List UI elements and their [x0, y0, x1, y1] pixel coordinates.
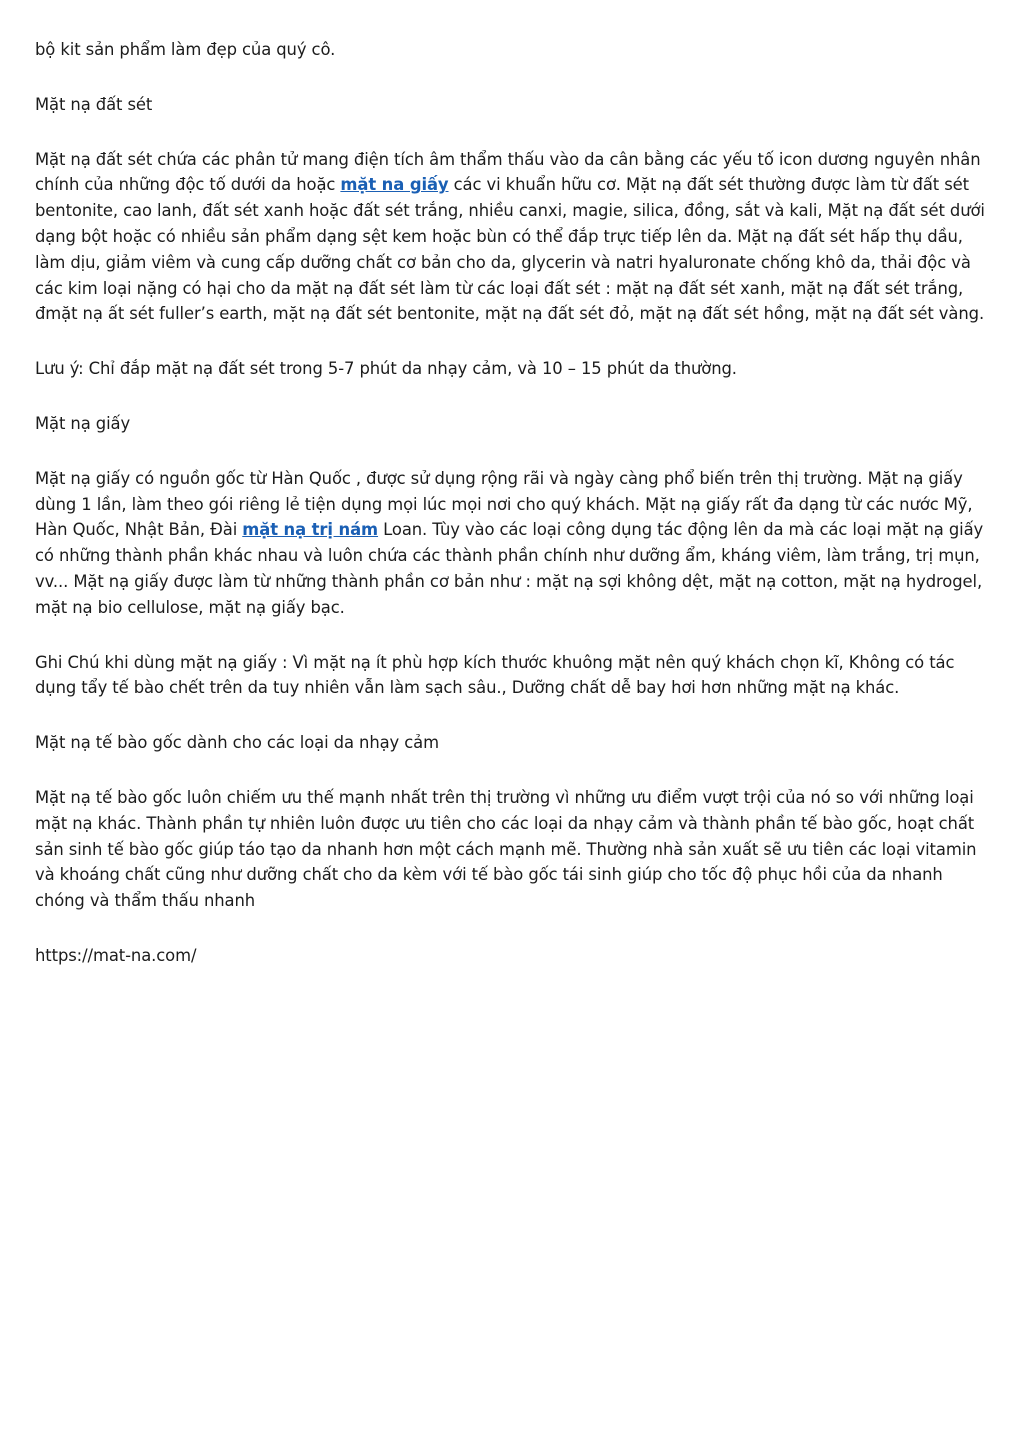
clay-mask-note: Lưu ý: Chỉ đắp mặt nạ đất sét trong 5-7 phút da nhạy cảm, và 10 – 15 phút da thường. — [35, 359, 737, 379]
heading-paper-mask: Mặt nạ giấy — [35, 413, 131, 433]
clay-text-after: các vi khuẩn hữu cơ. Mặt nạ đất sét thường được làm từ đất sét bentonite, cao lanh, đất sét xanh hoặc đất sét trắng, nhiều canxi, magie, silica, đồng, sắt và kali, Mặt nạ đất sét dưới dạng bột hoặc có nhiều sản phẩm dạng sệt kem hoặc bùn có thể đắp trực tiếp lên da. Mặt nạ đất sét hấp thụ dầu, làm dịu, giảm viêm và cung cấp dưỡng chất cơ bản cho da, glycerin và natri hyaluronate chống khô da, thải độc và các kim loại nặng có hại cho da mặt nạ đất sét làm từ các loại đất sét : mặt nạ đất sét xanh, mặt nạ đất sét trắng, đmặt nạ ất sét fuller’s earth, mặt nạ đất sét bentonite, mặt nạ đất sét đỏ, mặt nạ đất sét hồng, mặt nạ đất sét vàng. — [35, 175, 985, 324]
paper-text-before: Mặt nạ giấy có nguồn gốc từ Hàn Quốc , được sử dụng rộng rãi và ngày càng phổ biến trên thị trường. Mặt nạ giấy dùng 1 lần, làm theo gói riêng lẻ tiện dụng mọi lúc mọi nơi cho quý khách. Mặt nạ giấy rất đa dạng từ các nước Mỹ, Hàn Quốc, Nhật Bản, Đài — [35, 468, 973, 540]
document-page — [35, 37, 995, 998]
heading-stem-cell-mask: Mặt nạ tế bào gốc dành cho các loại da nhạy cảm — [35, 733, 439, 753]
stem-cell-mask-paragraph: Mặt nạ tế bào gốc luôn chiếm ưu thế mạnh nhất trên thị trường vì những ưu điểm vượt trội của nó so với những loại mặt nạ khác. Thành phần tự nhiên luôn được ưu tiên cho các loại da nhạy cảm và thành phần tế bào gốc, hoạt chất sản sinh tế bào gốc giúp táo tạo da nhanh hơn một cách mạnh mẽ. Thường nhà sản xuất sẽ ưu tiên các loại vitamin và khoáng chất cũng như dưỡng chất cho da kèm với tế bào gốc tái sinh giúp cho tốc độ phục hồi của da nhanh chóng và thẩm thấu nhanh — [35, 787, 977, 911]
clay-mask-paragraph — [35, 147, 995, 328]
paper-text-after: Loan. Tùy vào các loại công dụng tác động lên da mà các loại mặt nạ giấy có những thành phần khác nhau và luôn chứa các thành phần chính như dưỡng ẩm, kháng viêm, làm trắng, trị mụn, vv... Mặt nạ giấy được làm từ những thành phần cơ bản như : mặt nạ sợi không dệt, mặt nạ cotton, mặt nạ hydrogel, mặt nạ bio cellulose, mặt nạ giấy bạc. — [35, 520, 984, 617]
paper-mask-link[interactable]: mặt na giấy — [340, 175, 449, 195]
heading-clay-mask: Mặt nạ đất sét — [35, 94, 153, 114]
paper-mask-note: Ghi Chú khi dùng mặt nạ giấy : Vì mặt nạ ít phù hợp kích thước khuông mặt nên quý khách chọn kĩ, Không có tác dụng tẩy tế bào chết trên da tuy nhiên vẫn làm sạch sâu., Dưỡng chất dễ bay hơi hơn những mặt nạ khác. — [35, 652, 955, 698]
clay-text-before: Mặt nạ đất sét chứa các phân tử mang điện tích âm thẩm thấu vào da cân bằng các yếu tố icon dương nguyên nhân chính của những độc tố dưới da hoặc — [35, 149, 981, 195]
source-url: https://mat-na.com/ — [35, 945, 197, 965]
melasma-mask-link[interactable]: mặt nạ trị nám — [242, 520, 379, 540]
intro-text: bộ kit sản phẩm làm đẹp của quý cô. — [35, 40, 336, 59]
paper-mask-paragraph — [35, 466, 995, 621]
